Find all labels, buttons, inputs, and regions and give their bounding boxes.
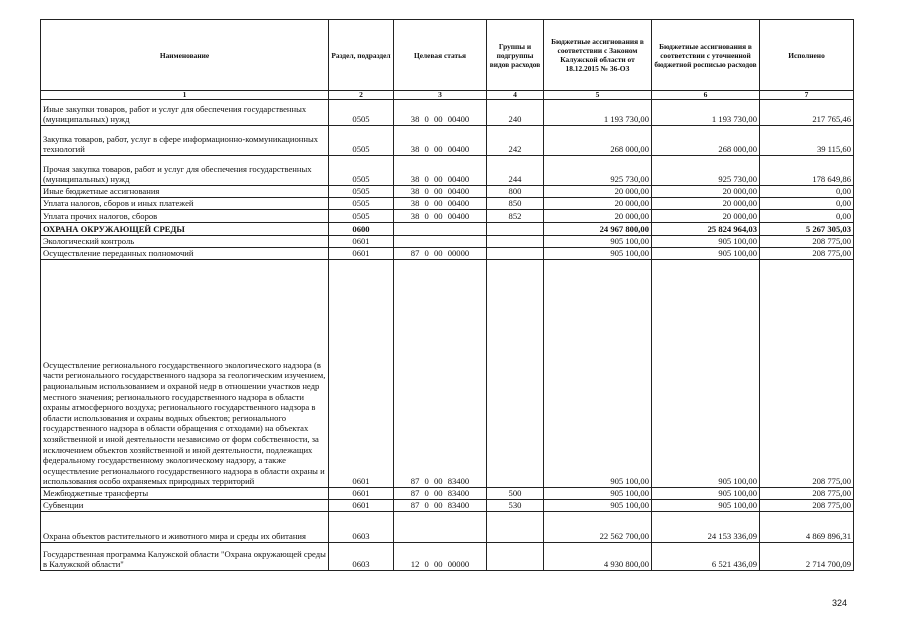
- row-executed-amount: 208 775,00: [760, 236, 854, 248]
- table-row: [41, 156, 854, 186]
- row-law-amount: 905 100,00: [544, 488, 652, 500]
- row-section: 0603: [329, 512, 394, 543]
- row-refined-amount: 905 100,00: [652, 500, 760, 512]
- row-executed-amount: 39 115,60: [760, 126, 854, 156]
- row-refined-amount: 905 100,00: [652, 260, 760, 488]
- row-refined-amount: 20 000,00: [652, 210, 760, 223]
- row-target: 38 0 00 00400: [394, 210, 487, 223]
- row-name: Осуществление переданных полномочий: [41, 248, 329, 260]
- col-number: 2: [329, 91, 394, 100]
- row-law-amount: 1 193 730,00: [544, 100, 652, 126]
- table-row: [41, 100, 854, 126]
- table-row: [41, 500, 854, 512]
- row-law-amount: 24 967 800,00: [544, 223, 652, 236]
- row-group: [487, 543, 544, 571]
- row-section: 0601: [329, 260, 394, 488]
- row-section: 0505: [329, 186, 394, 198]
- row-law-amount: 268 000,00: [544, 126, 652, 156]
- row-executed-amount: 5 267 305,03: [760, 223, 854, 236]
- column-number-row: [41, 91, 854, 100]
- row-name: Государственная программа Калужской области "Охрана окружающей среды в Калужской области": [41, 543, 329, 571]
- row-refined-amount: 925 730,00: [652, 156, 760, 186]
- row-target: 38 0 00 00400: [394, 100, 487, 126]
- table-row: [41, 488, 854, 500]
- row-executed-amount: 2 714 700,09: [760, 543, 854, 571]
- row-target: 38 0 00 00400: [394, 156, 487, 186]
- header-section: Раздел, подраздел: [329, 20, 394, 91]
- row-group: 244: [487, 156, 544, 186]
- col-number: 6: [652, 91, 760, 100]
- table-row: [41, 260, 854, 488]
- row-name: Закупка товаров, работ, услуг в сфере информационно-коммуникационных технологий: [41, 126, 329, 156]
- row-target: 87 0 00 83400: [394, 500, 487, 512]
- row-target: [394, 223, 487, 236]
- row-group: 500: [487, 488, 544, 500]
- row-section: 0505: [329, 156, 394, 186]
- row-section: 0601: [329, 248, 394, 260]
- header-target: Целевая статья: [394, 20, 487, 91]
- row-law-amount: 905 100,00: [544, 500, 652, 512]
- table-row: [41, 248, 854, 260]
- row-section: 0505: [329, 198, 394, 210]
- row-executed-amount: 208 775,00: [760, 488, 854, 500]
- table-row: [41, 512, 854, 543]
- row-name: Уплата налогов, сборов и иных платежей: [41, 198, 329, 210]
- row-name: Прочая закупка товаров, работ и услуг для обеспечения государственных (муниципальных) нужд: [41, 156, 329, 186]
- row-section: 0505: [329, 126, 394, 156]
- header-executed: Исполнено: [760, 20, 854, 91]
- row-law-amount: 20 000,00: [544, 210, 652, 223]
- col-number: 1: [41, 91, 329, 100]
- row-target: 87 0 00 83400: [394, 488, 487, 500]
- row-target: 87 0 00 00000: [394, 248, 487, 260]
- row-name: Охрана объектов растительного и животного мира и среды их обитания: [41, 512, 329, 543]
- row-name: Межбюджетные трансферты: [41, 488, 329, 500]
- col-number: 7: [760, 91, 854, 100]
- header-law: Бюджетные ассигнования в соответствии с Законом Калужской области от 18.12.2015 № 36-ОЗ: [544, 20, 652, 91]
- row-executed-amount: 0,00: [760, 186, 854, 198]
- row-section: 0505: [329, 100, 394, 126]
- row-law-amount: 22 562 700,00: [544, 512, 652, 543]
- row-refined-amount: 905 100,00: [652, 248, 760, 260]
- row-target: 38 0 00 00400: [394, 186, 487, 198]
- row-executed-amount: 208 775,00: [760, 500, 854, 512]
- row-name: Уплата прочих налогов, сборов: [41, 210, 329, 223]
- row-executed-amount: 217 765,46: [760, 100, 854, 126]
- row-law-amount: 905 100,00: [544, 236, 652, 248]
- row-law-amount: 905 100,00: [544, 248, 652, 260]
- col-number: 4: [487, 91, 544, 100]
- row-group: 242: [487, 126, 544, 156]
- row-section: 0601: [329, 488, 394, 500]
- row-group: 850: [487, 198, 544, 210]
- header-row: [41, 20, 854, 91]
- row-name: Иные бюджетные ассигнования: [41, 186, 329, 198]
- row-refined-amount: 20 000,00: [652, 186, 760, 198]
- row-law-amount: 905 100,00: [544, 260, 652, 488]
- row-refined-amount: 268 000,00: [652, 126, 760, 156]
- row-executed-amount: 4 869 896,31: [760, 512, 854, 543]
- row-executed-amount: 0,00: [760, 210, 854, 223]
- row-section: 0601: [329, 236, 394, 248]
- row-target: [394, 236, 487, 248]
- row-group: 240: [487, 100, 544, 126]
- row-group: [487, 236, 544, 248]
- table-row: [41, 198, 854, 210]
- page-number: 324: [832, 598, 848, 608]
- row-executed-amount: 208 775,00: [760, 248, 854, 260]
- row-name: Осуществление регионального государственного экологического надзора (в части регионального государственного надзора за геологическим изучением, рациональным использованием и охраной недр в отношении участков недр местного значения; регионального государственного надзора в области охраны атмосферного воздуха; регионального государственного надзора в области использования и охраны водных объектов; регионального государственного надзора в области обращения с отходами) на объектах хозяйственной и иной деятельности независимо от форм собственности, за исключением объектов хозяйственной и иной деятельности, подлежащих федеральному государственному экологическому надзору, а также осуществление регионального государственного надзора в области охраны и использования особо охраняемых природных территорий: [41, 260, 329, 488]
- row-group: [487, 223, 544, 236]
- row-group: [487, 512, 544, 543]
- row-name: Иные закупки товаров, работ и услуг для обеспечения государственных (муниципальных) нужд: [41, 100, 329, 126]
- row-group: [487, 260, 544, 488]
- row-refined-amount: 20 000,00: [652, 198, 760, 210]
- row-law-amount: 925 730,00: [544, 156, 652, 186]
- table-row: [41, 126, 854, 156]
- budget-table: [40, 19, 854, 571]
- col-number: 3: [394, 91, 487, 100]
- row-section: 0601: [329, 500, 394, 512]
- col-number: 5: [544, 91, 652, 100]
- row-group: 530: [487, 500, 544, 512]
- table-row: [41, 210, 854, 223]
- row-law-amount: 4 930 800,00: [544, 543, 652, 571]
- row-target: 38 0 00 00400: [394, 126, 487, 156]
- row-refined-amount: 1 193 730,00: [652, 100, 760, 126]
- row-target: [394, 512, 487, 543]
- row-section: 0603: [329, 543, 394, 571]
- row-target: 12 0 00 00000: [394, 543, 487, 571]
- row-section: 0600: [329, 223, 394, 236]
- row-executed-amount: 208 775,00: [760, 260, 854, 488]
- row-group: 800: [487, 186, 544, 198]
- row-group: [487, 248, 544, 260]
- row-law-amount: 20 000,00: [544, 186, 652, 198]
- row-name: ОХРАНА ОКРУЖАЮЩЕЙ СРЕДЫ: [41, 223, 329, 236]
- row-refined-amount: 905 100,00: [652, 488, 760, 500]
- row-refined-amount: 24 153 336,09: [652, 512, 760, 543]
- row-name: Субвенции: [41, 500, 329, 512]
- row-executed-amount: 0,00: [760, 198, 854, 210]
- table-row: [41, 186, 854, 198]
- header-name: Наименование: [41, 20, 329, 91]
- table-row: [41, 223, 854, 236]
- row-group: 852: [487, 210, 544, 223]
- row-name: Экологический контроль: [41, 236, 329, 248]
- row-refined-amount: 905 100,00: [652, 236, 760, 248]
- header-groups: Группы и подгруппы видов расходов: [487, 20, 544, 91]
- row-refined-amount: 25 824 964,03: [652, 223, 760, 236]
- row-law-amount: 20 000,00: [544, 198, 652, 210]
- row-section: 0505: [329, 210, 394, 223]
- header-refined: Бюджетные ассигнования в соответствии с уточненной бюджетной росписью расходов: [652, 20, 760, 91]
- row-target: 87 0 00 83400: [394, 260, 487, 488]
- row-executed-amount: 178 649,86: [760, 156, 854, 186]
- table-row: [41, 543, 854, 571]
- row-refined-amount: 6 521 436,09: [652, 543, 760, 571]
- row-target: 38 0 00 00400: [394, 198, 487, 210]
- table-row: [41, 236, 854, 248]
